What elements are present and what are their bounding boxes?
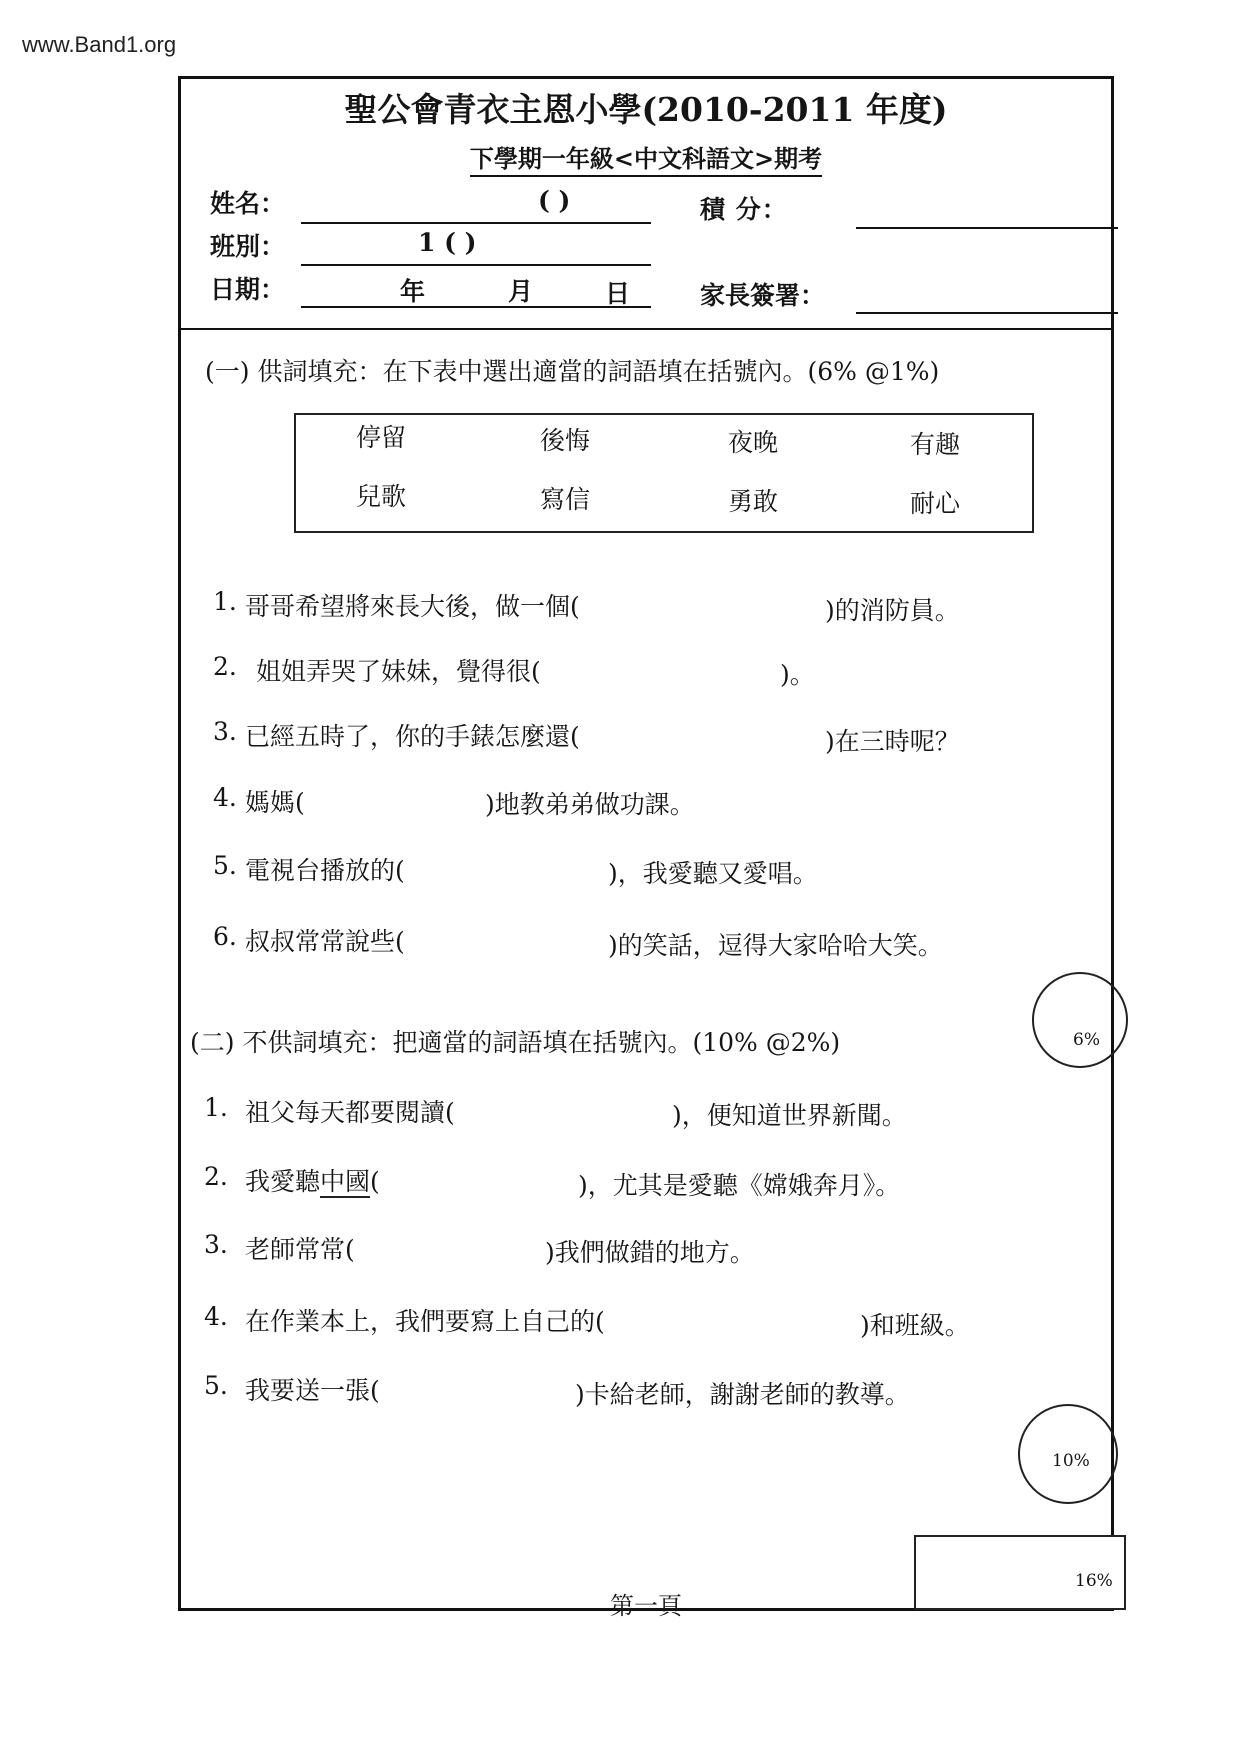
class-value: 1 ( ) [418, 228, 477, 257]
score-field[interactable] [856, 227, 1118, 229]
question-text: 在作業本上，我們要寫上自己的( [245, 1307, 605, 1336]
question-text-after: )卡給老師，謝謝老師的教導。 [575, 1380, 910, 1409]
section2-title: (二) 不供詞填充：把適當的詞語填在括號內。(10% @2%) [190, 1028, 841, 1057]
question-text [245, 1162, 380, 1198]
name-field[interactable] [301, 222, 651, 224]
word-bank-item: 兒歌 [356, 482, 407, 511]
question-number: 2. [213, 652, 237, 681]
question-text-after: )，尤其是愛聽《嫦娥奔月》。 [578, 1171, 901, 1200]
class-field[interactable] [301, 264, 651, 266]
question-text: 哥哥希望將來長大後，做一個( [245, 592, 580, 621]
word-bank-item: 夜晚 [728, 428, 779, 457]
question-text-after: )，便知道世界新聞。 [672, 1101, 907, 1130]
class-label: 班別： [210, 232, 286, 261]
name-class-number-paren: ( ) [538, 186, 571, 215]
exam-title-text: 下學期一年級<中文科語文>期考 [470, 144, 822, 177]
section2-score-label: 10% [1052, 1451, 1090, 1471]
question-text-part: ( [370, 1167, 380, 1196]
watermark-text: www.Band1.org [22, 32, 177, 57]
school-title: 聖公會青衣主恩小學(2010-2011 年度) [344, 90, 948, 129]
page-number: 第一頁 [610, 1592, 682, 1620]
question-text: 我要送一張( [245, 1376, 380, 1405]
question-text: 祖父每天都要閱讀( [245, 1098, 455, 1127]
word-bank-item: 停留 [356, 423, 407, 452]
question-text: 電視台播放的( [245, 856, 405, 885]
question-text: 老師常常( [245, 1235, 355, 1264]
word-bank-item: 勇敢 [728, 487, 779, 516]
exam-title [178, 139, 1114, 174]
parent-signature-field[interactable] [856, 312, 1118, 314]
word-bank-item: 後悔 [540, 426, 591, 455]
question-number: 3. [204, 1230, 228, 1259]
question-number: 3. [213, 717, 237, 746]
question-text-after: )在三時呢？ [825, 727, 960, 756]
question-number: 5. [204, 1371, 228, 1400]
question-text-after: )地教弟弟做功課。 [485, 790, 695, 819]
section1-score-circle [1032, 972, 1128, 1068]
question-text-after: )的笑話，逗得大家哈哈大笑。 [608, 931, 943, 960]
score-label: 積 分： [700, 195, 788, 224]
question-text: 姐姐弄哭了妹妹，覺得很( [256, 657, 541, 686]
date-field[interactable] [301, 306, 651, 308]
section1-title: (一) 供詞填充：在下表中選出適當的詞語填在括號內。(6% @1%) [205, 357, 940, 386]
question-number: 1. [213, 587, 237, 616]
question-number: 4. [213, 783, 237, 812]
question-number: 5. [213, 851, 237, 880]
question-text-after: )的消防員。 [825, 596, 960, 625]
question-number: 2. [204, 1162, 228, 1191]
question-text-after: )和班級。 [860, 1311, 970, 1340]
total-score-label: 16% [1075, 1571, 1113, 1591]
word-bank-item: 寫信 [540, 485, 591, 514]
word-bank-item: 耐心 [910, 489, 961, 518]
question-text-part: 我愛聽 [245, 1167, 321, 1196]
date-label: 日期： [210, 275, 286, 304]
date-day: 日 [605, 279, 631, 308]
section1-score-label: 6% [1073, 1030, 1100, 1050]
question-text: 叔叔常常說些( [245, 927, 405, 956]
question-number: 6. [213, 922, 237, 951]
question-number: 1. [204, 1093, 228, 1122]
question-text: 已經五時了，你的手錶怎麼還( [245, 722, 580, 751]
parent-signature-label: 家長簽署： [700, 281, 826, 310]
header-divider [178, 328, 1114, 330]
question-number: 4. [204, 1302, 228, 1331]
name-label: 姓名： [210, 189, 286, 218]
question-text-after: )。 [780, 660, 815, 689]
question-text: 媽媽( [245, 788, 305, 817]
word-bank-item: 有趣 [910, 430, 961, 459]
underlined-proper-noun: 中國 [320, 1167, 371, 1196]
date-year: 年 [400, 277, 426, 306]
question-text-after: )我們做錯的地方。 [545, 1238, 755, 1267]
question-text-after: )，我愛聽又愛唱。 [608, 859, 818, 888]
date-month: 月 [508, 277, 534, 306]
